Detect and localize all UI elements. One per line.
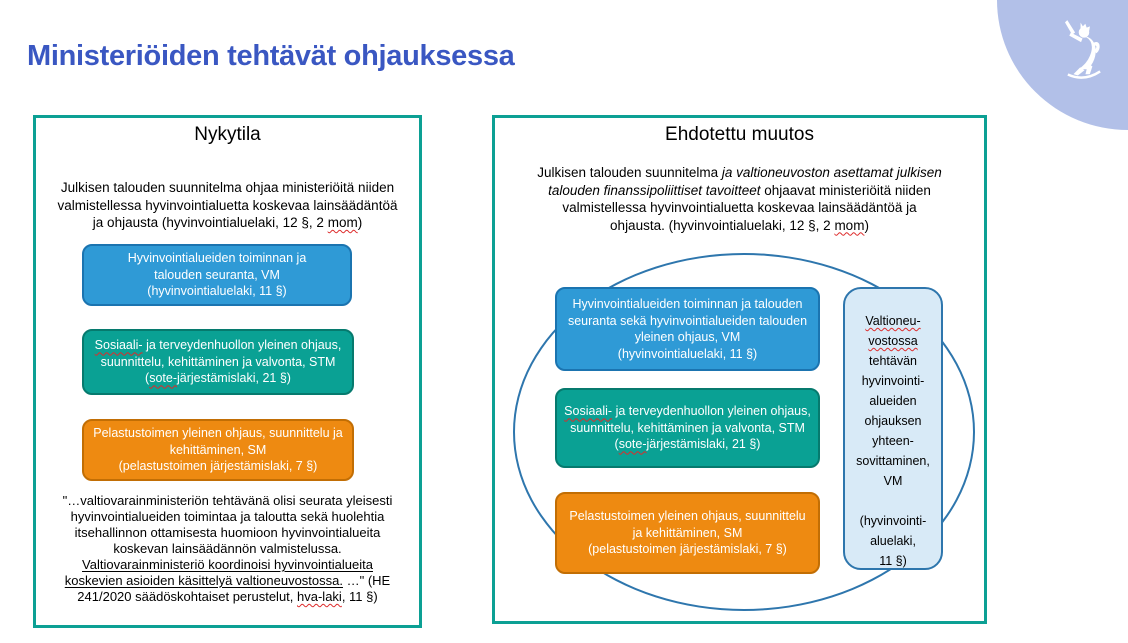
stm-box-right: Sosiaali- ja terveydenhuollon yleinen ohjaus, suunnittelu, kehittäminen ja valvonta, STM (sote-järjestämislaki, 21 §) (555, 388, 820, 468)
blank-line (845, 491, 941, 511)
spellcheck-word: mom (327, 215, 358, 230)
sm-box-left: Pelastustoimen yleinen ohjaus, suunnittelu ja kehittäminen, SM (pelastustoimen järjestämislaki, 7 §) (82, 419, 354, 481)
spellcheck-word: vostossa (868, 334, 918, 348)
spellcheck-word: sote- (618, 437, 647, 452)
intro-line: valmistellessa hyvinvointialuetta koskevaa lainsäädäntöä (57, 197, 398, 213)
spellcheck-word: mom (834, 217, 865, 233)
italic-text: talouden finanssipoliittiset tavoitteet (548, 182, 761, 198)
nykytila-intro-paragraph (36, 179, 419, 232)
sm-box-right: Pelastustoimen yleinen ohjaus, suunnittelu ja kehittäminen, SM (pelastustoimen järjestämislaki, 7 §) (555, 492, 820, 574)
underlined-sentence: Valtiovarainministeriö koordinoisi hyvinvointialueita (82, 557, 373, 572)
intro-line: Julkisen talouden suunnitelma ohjaa ministeriöitä niiden (60, 180, 395, 195)
vm-box-right: Hyvinvointialueiden toiminnan ja talouden seuranta sekä hyvinvointialueiden talouden yleinen ohjaus, VM (hyvinvointialuelaki, 11 §) (555, 287, 820, 371)
ehdotettu-intro-paragraph: Julkisen talouden suunnitelma ja valtioneuvoston asettamat julkisen talouden finanssipoliittiset tavoitteet ohjaavat ministeriöitä niiden valmistellessa hyvinvointialuetta koskevaa lainsäädäntöä ja ohjausta. (hyvinvointialuelaki, 12 §, 2 mom) (537, 165, 942, 233)
spellcheck-word: Valtioneu- (865, 314, 921, 328)
spellcheck-word: Sosiaali- (564, 404, 613, 419)
stm-box-left: Sosiaali- ja terveydenhuollon yleinen ohjaus, suunnittelu, kehittäminen ja valvonta, STM (sote-järjestämislaki, 21 §) (82, 329, 354, 395)
panel-ehdotettu-muutos (492, 115, 987, 624)
spellcheck-word: Sosiaali- (94, 338, 143, 353)
spellcheck-word: sote- (149, 371, 178, 386)
vm-box-left: Hyvinvointialueiden toiminnan ja talouden seuranta, VM (hyvinvointialuelaki, 11 §) (82, 244, 352, 306)
vn-coordination-box: Valtioneu- vostossa tehtävän hyvinvointi- alueiden ohjauksen yhteen- sovittaminen, VM (hyvinvointi- aluelaki, 11 §) (843, 287, 943, 570)
italic-text: ja valtioneuvoston asettamat julkisen (721, 165, 942, 180)
panel-nykytila-header: Nykytila (194, 124, 261, 145)
slide-title: Ministeriöiden tehtävät ohjauksessa (27, 40, 515, 72)
he-quote-paragraph: "…valtiovarainministeriön tehtävänä olisi seurata yleisesti hyvinvointialueiden toimintaa ja taloutta sekä huolehtia itsehallinnon ottamisesta huomioon hyvinvointialueita koskevan lainsäädännön valmistelussa. Valtiovarainministeriö koordinoisi hyvinvointialueita koskevien asioiden käsittelyä valtioneuvostossa. …" (HE 241/2020 säädöskohtaiset perustelut, hva-laki, 11 §) (36, 493, 419, 605)
corner-petal-shape (990, 0, 1128, 130)
corner-decoration (990, 0, 1128, 130)
spellcheck-word: hva-laki (297, 589, 342, 604)
underlined-sentence: koskevien asioiden käsittelyä valtioneuvostossa. (64, 573, 343, 588)
intro-line: ja ohjausta (hyvinvointialuelaki, 12 §, 2 mom) (92, 215, 363, 230)
panel-nykytila (33, 115, 422, 628)
panel-ehdotettu-muutos-header: Ehdotettu muutos (665, 124, 814, 145)
